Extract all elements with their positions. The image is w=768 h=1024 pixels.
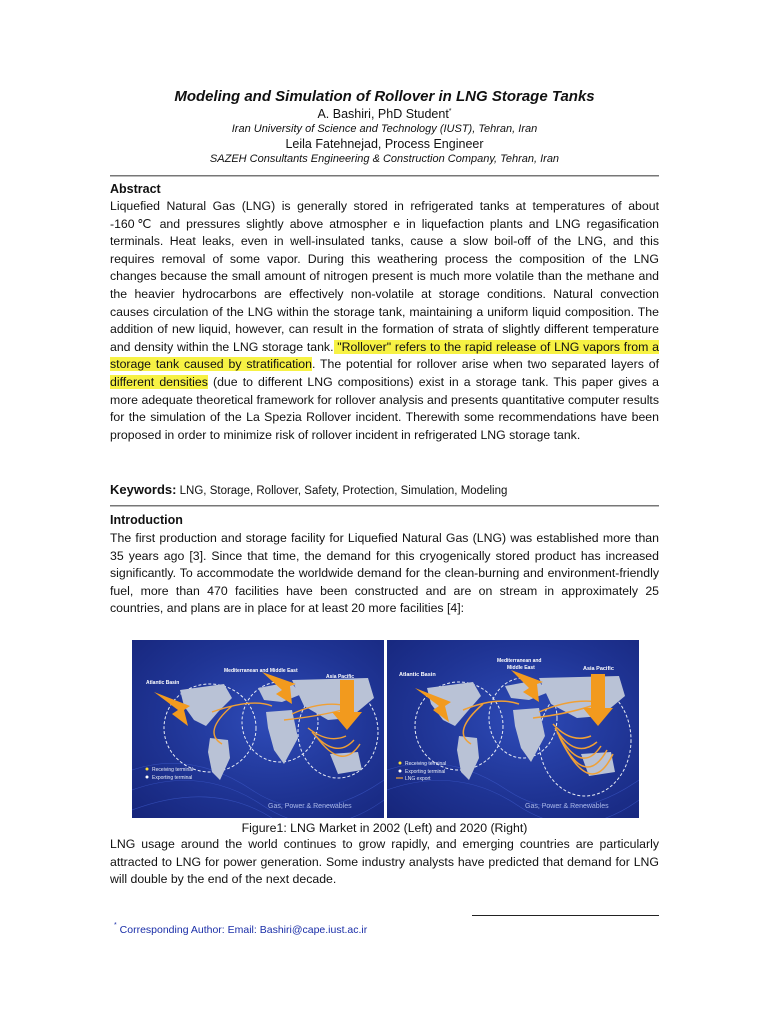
introduction-paragraph-1: The first production and storage facility for Liquefied Natural Gas (LNG) was established more than 35 years ago [3]. Since that time, the demand for this cryogenically stored product has increased significantly. To accommodate the worldwide demand for the clean-burning and environment-friendly fuel, more than 470 facilities have been constructed and are on stream in approximately 25 countries, and plans are in place for at least 20 more facilities [4]: — [110, 531, 659, 616]
svg-text:Atlantic Basin: Atlantic Basin — [146, 680, 180, 686]
svg-text:Exporting terminal: Exporting terminal — [405, 769, 446, 775]
keywords — [110, 481, 507, 500]
paper-title: Modeling and Simulation of Rollover in LNG Storage Tanks — [174, 88, 595, 105]
affiliation-1: Iran University of Science and Technology (IUST), Tehran, Iran — [231, 123, 538, 135]
introduction-heading: Introduction — [110, 513, 183, 527]
svg-text:Asia Pacific: Asia Pacific — [583, 666, 614, 672]
svg-text:Middle East: Middle East — [507, 665, 535, 671]
author-1-name: A. Bashiri, PhD Student — [317, 107, 449, 121]
author-1-mark: * — [448, 108, 452, 115]
affiliation-2: SAZEH Consultants Engineering & Construction Company, Tehran, Iran — [209, 153, 560, 165]
abstract-text — [110, 198, 659, 444]
svg-text:Receiving terminal: Receiving terminal — [152, 767, 194, 773]
svg-text:Mediterranean and: Mediterranean and — [497, 658, 542, 664]
map-2002 — [132, 640, 384, 818]
svg-text:Exporting terminal: Exporting terminal — [152, 775, 193, 781]
abstract-part-1: Liquefied Natural Gas (LNG) is generally stored in refrigerated tanks at temperatures of about -160℃ and pressures slightly above atmospher e in liquefaction plants and LNG regasification terminals. Heat leaks, even in well-insulated tanks, cause a slow boil-off of the LNG, and this requires removal of some vapor. During this weathering process the composition of the LNG changes because the small amount of nitrogen present is much more volatile than the methane and the heavier hydrocarbons are effectively non-volatile at storage conditions. Natural convection causes circulation of the LNG within the storage tank, maintaining a uniform liquid composition. The addition of new liquid, however, can result in the formation of strata of slightly different temperature and density within the LNG storage tank. — [110, 199, 659, 354]
abstract-part-2: . The potential for rollover arise when two separated layers of — [311, 357, 659, 372]
divider-top — [110, 175, 659, 177]
highlight-rollover-definition: "Rollover" refers to the rapid release of LNG vapors from a storage tank caused by stratification — [110, 339, 659, 372]
footnote-mark: * — [114, 922, 117, 929]
map-2002-graphic — [132, 640, 384, 818]
figure-caption: Figure1: LNG Market in 2002 (Left) and 2020 (Right) — [241, 821, 528, 835]
introduction-paragraph-2: LNG usage around the world continues to grow rapidly, and emerging countries are particularly attracted to LNG for power generation. Some industry analysts have predicted that demand for LNG will double by the end of the next decade. — [110, 837, 659, 887]
keywords-text: LNG, Storage, Rollover, Safety, Protection, Simulation, Modeling — [176, 485, 508, 497]
map-2020 — [387, 640, 639, 818]
footnote-divider — [472, 915, 659, 916]
keywords-label: Keywords: — [110, 482, 177, 497]
figure-lng-market — [132, 640, 639, 818]
svg-text:Gas, Power & Renewables: Gas, Power & Renewables — [525, 803, 609, 810]
svg-text:Receiving terminal: Receiving terminal — [405, 761, 447, 767]
svg-text:Gas, Power & Renewables: Gas, Power & Renewables — [268, 803, 352, 810]
map-2020-graphic — [387, 640, 639, 818]
svg-text:Mediterranean and Middle East: Mediterranean and Middle East — [224, 668, 298, 674]
author-2: Leila Fatehnejad, Process Engineer — [285, 137, 484, 151]
abstract-part-3: (due to different LNG compositions) exist in a storage tank. This paper gives a more adequate theoretical framework for rollover analysis and presents quantitative computer results for the simulation of the La Spezia Rollover incident. Therewith some recommendations have been proposed in order to minimize risk of rollover incident in refrigerated LNG storage tank. — [110, 374, 659, 442]
svg-text:Asia Pacific: Asia Pacific — [326, 674, 355, 680]
highlight-different-densities: different densities — [110, 374, 208, 389]
footnote — [114, 924, 367, 936]
footnote-text: Corresponding Author: Email: Bashiri@cape.iust.ac.ir — [116, 924, 368, 936]
abstract-heading: Abstract — [110, 182, 161, 196]
divider-middle — [110, 505, 659, 507]
svg-text:LNG export: LNG export — [405, 776, 431, 782]
svg-text:Atlantic Basin: Atlantic Basin — [399, 672, 436, 678]
author-1 — [110, 106, 659, 122]
title-block — [110, 88, 659, 166]
